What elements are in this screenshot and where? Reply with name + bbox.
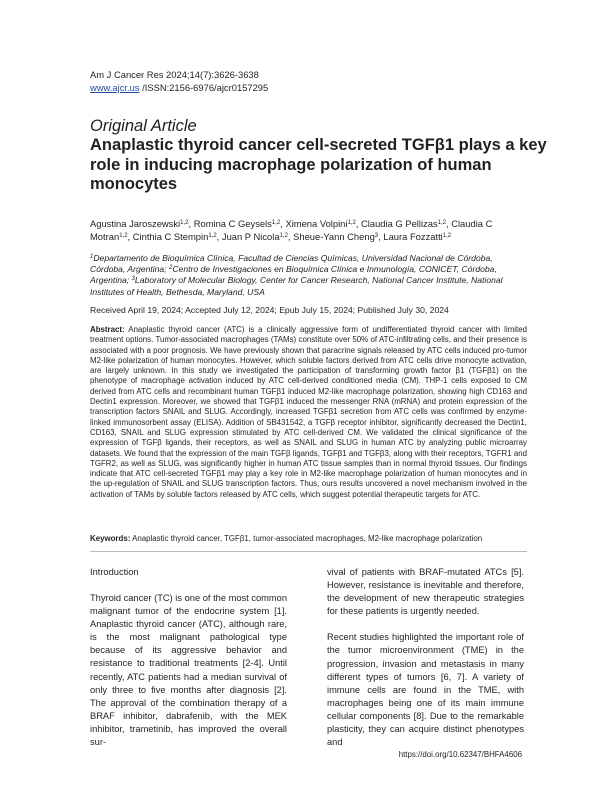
body-paragraph: Thyroid cancer (TC) is one of the most common malignant tumor of the endocrine system [1]. Anaplastic thyroid cancer (ATC), although rare, is the most malignant pathological type because of its aggressive behavior and resistance to traditional treatments [2-4]. Until recently, ATC patients had a median survival of only three to five months after diagnosis [2]. The approval of the combination therapy of a BRAF inhibitor, dabrafenib, with the MEK inhibitor, trametinib, has improved the overall sur- [90, 593, 287, 748]
author-affiliation-mark: 1,2 [180, 220, 189, 226]
author-separator: , [445, 218, 452, 229]
affiliation-number: 2 [168, 265, 173, 272]
body-column-right [327, 566, 524, 762]
author-affiliation-mark: 1,2 [347, 220, 356, 226]
author-name: Agustina Jaroszewski [90, 218, 181, 229]
author-affiliation-mark: 1,2 [208, 232, 217, 239]
author-separator: , [216, 230, 222, 242]
author-affiliation-mark: 1,2 [279, 232, 288, 239]
keywords-text: Anaplastic thyroid cancer, TGFβ1, tumor-associated macrophages, M2-like macrophage polarization [130, 534, 483, 543]
author-affiliation-mark: 1,2 [271, 220, 281, 226]
section-divider [90, 551, 527, 552]
section-heading-introduction: Introduction [90, 567, 139, 577]
author-name: Sheue-Yann Cheng [293, 230, 375, 242]
author-affiliation-mark: 1,2 [437, 220, 446, 226]
keywords-label: Keywords: [90, 534, 131, 543]
affiliation-number: 3 [131, 276, 135, 283]
affiliation-text: Laboratory of Molecular Biology, Center for Cancer Research, National Cancer Institute, National Institutes of Health, Bethesda, Maryland, USA [90, 275, 503, 297]
article-title: Anaplastic thyroid cancer cell-secreted TGFβ1 plays a key role in inducing macrophage polarization of human monocytes [90, 136, 547, 193]
affiliation-text: Centro de Investigaciones en Bioquímica Clínica e Inmunología, CONICET, Córdoba, Argentina; [90, 264, 497, 286]
journal-citation: Am J Cancer Res 2024;14(7):3626-3638 [90, 69, 259, 80]
author-separator: , [127, 230, 133, 242]
author-affiliation-mark: 3 [374, 232, 379, 239]
author-affiliation-mark: 1,2 [442, 232, 452, 239]
doi-footer[interactable]: https://doi.org/10.62347/BHFA4606 [398, 750, 522, 759]
author-separator: , [280, 218, 286, 229]
author-separator: , [188, 218, 194, 229]
journal-site-link[interactable]: www.ajcr.us [90, 82, 140, 93]
journal-header [90, 68, 268, 94]
body-column-left [90, 566, 287, 762]
author-separator: , [378, 230, 384, 242]
author-name: Claudia G Pellizas [361, 218, 438, 229]
body-paragraph: Recent studies highlighted the important role of the tumor microenvironment (TME) in the progression, invasion and metastasis in many different types of tumors [6, 7]. A variety of immune cells are found in the TME, with macrophages being one of its main immune cellular components [8]. Due to the remarkable plasticity, they can acquire distinct phenotypes and [327, 632, 524, 748]
author-separator: , [287, 230, 294, 242]
abstract-label: Abstract: [90, 325, 125, 334]
author-name: Romina C Geysels [193, 218, 272, 229]
author-name: Juan P Nicola [221, 230, 280, 242]
abstract-text: Anaplastic thyroid cancer (ATC) is a clinically aggressive form of undifferentiated thyroid cancer with limited treatment options. Tumor-associated macrophages (TAMs) constitute over 50% of ATC-infiltrating cells, and their presence is associated with a poor prognosis. We have previously shown that paracrine signals released by ATC cells induced pro-tumor M2-like polarization of human monocytes. However, which soluble factors derived from ATC cells drive monocyte activation, are largely unknown. In this study we investigated the participation of transforming growth factor β1 (TGFβ1) on the phenotype of macrophage activation induced by ATC cell-derived conditioned media (CM). THP-1 cells exposed to CM derived from ATC cells and recombinant human TGFβ1 induced M2-like macrophage polarization, showing high CD163 and Dectin1 expression. Moreover, we showed that TGFβ1 induced the messenger RNA (mRNA) and protein expression of the transcription factors SNAIL and SLUG. Accordingly, increased TGFβ1 secretion from ATC cells was confirmed by enzyme-linked immunosorbent assay (ELISA). Addition of SB431542, a TGFβ receptor inhibitor, significantly decreased the Dectin1, CD163, SNAIL and SLUG expression stimulated by ATC cell-derived CM. We validated the clinical significance of the expression of TGFβ ligands, their receptors, as well as SNAIL and SLUG in human ATC by analyzing public microarray datasets. We found that the expression of the main TGFβ ligands, TGFβ1 and TGFβ3, along with their receptors, TGFR1 and TGFR2, as well as SLUG, was significantly higher in human ATC tissue samples than in normal thyroid tissues. Our findings indicate that ATC cell-secreted TGFβ1 may play a key role in M2-like macrophage polarization of human monocytes and in the up-regulation of SNAIL and SLUG transcription factors. Thus, ours results uncovered a novel mechanism involved in the activation of TAMs by soluble factors released by ATC cells, which suggest potential therapeutic targets for ATC. [90, 325, 527, 499]
abstract [90, 325, 527, 500]
article-type: Original Article [90, 117, 197, 135]
publication-history: Received April 19, 2024; Accepted July 12, 2024; Epub July 15, 2024; Published July 30, 2024 [90, 305, 449, 315]
journal-site [90, 81, 268, 94]
affiliation-number: 1 [90, 254, 94, 260]
affiliation-text: Departamento de Bioquímica Clínica, Facultad de Ciencias Químicas, Universidad Nacional de Córdoba, Córdoba, Argentina; [90, 253, 493, 275]
author-list [90, 218, 530, 243]
author-name: Laura Fozzatti [383, 230, 443, 242]
author-separator: , [355, 218, 362, 229]
affiliations [90, 253, 530, 298]
author-name: Claudia C Motran [90, 218, 493, 242]
author-affiliation-mark: 1,2 [119, 232, 128, 239]
body-paragraph: vival of patients with BRAF-mutated ATCs [5]. However, resistance is inevitable and therefore, the development of new therapeutic strategies for these patients is urgently needed. [327, 567, 524, 617]
author-name: Cinthia C Stempin [132, 230, 209, 242]
journal-issn: /ISSN:2156-6976/ajcr0157295 [139, 82, 269, 93]
keywords [90, 534, 530, 544]
author-name: Ximena Volpini [285, 218, 348, 229]
